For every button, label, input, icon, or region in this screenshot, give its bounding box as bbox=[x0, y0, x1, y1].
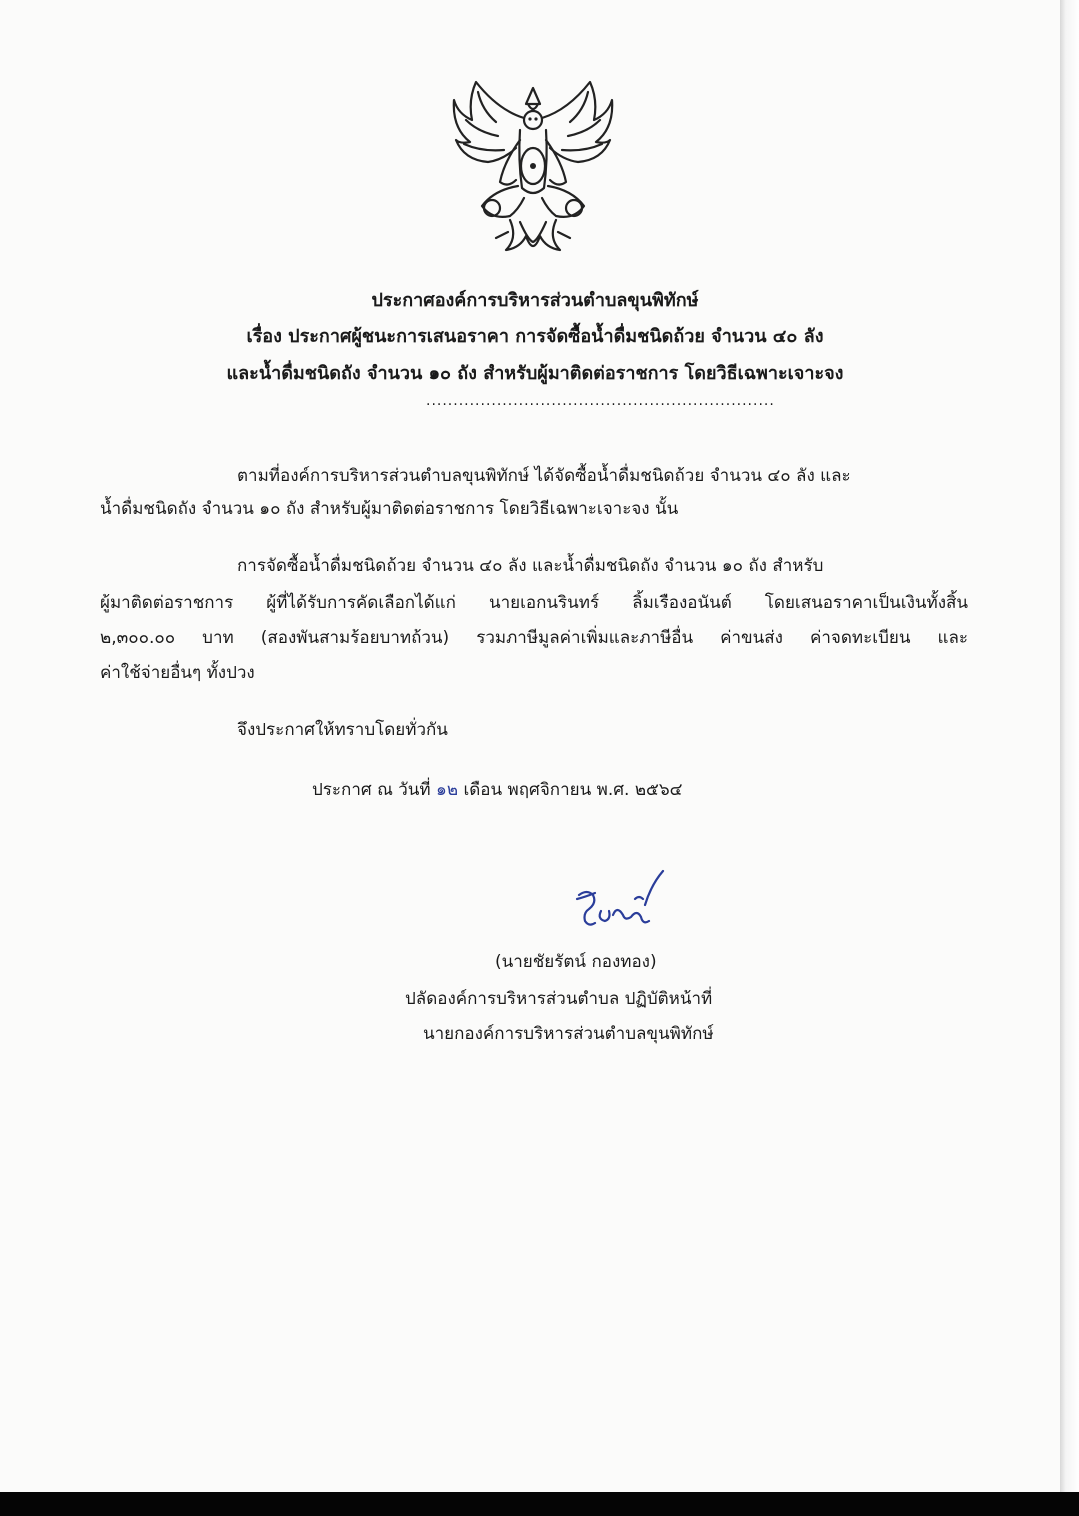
date-prefix: ประกาศ ณ วันที่ bbox=[312, 780, 437, 800]
paragraph-2-line-2: ผู้มาติดต่อราชการ ผู้ที่ได้รับการคัดเลือกได้แก่ นายเอกนรินทร์ ลิ้มเรืองอนันต์ โดยเสนอราคาเป็นเงินทั้งสิ้น bbox=[100, 593, 968, 613]
garuda-emblem-icon bbox=[448, 70, 618, 260]
date-suffix: เดือน พฤศจิกายน พ.ศ. ๒๕๖๔ bbox=[458, 780, 683, 800]
page-edge-shadow bbox=[1060, 0, 1079, 1492]
paragraph-2-line-4: ค่าใช้จ่ายอื่นๆ ทั้งปวง bbox=[100, 663, 255, 683]
paragraph-1-line-1: ตามที่องค์การบริหารส่วนตำบลขุนพิทักษ์ ได้จัดซื้อน้ำดื่มชนิดถ้วย จำนวน ๔๐ ลัง และ bbox=[237, 466, 851, 486]
paragraph-2-line-1: การจัดซื้อน้ำดื่มชนิดถ้วย จำนวน ๔๐ ลัง และน้ำดื่มชนิดถัง จำนวน ๑๐ ถัง สำหรับ bbox=[237, 556, 824, 576]
signatory-name: (นายชัยรัตน์ กองทอง) bbox=[495, 952, 657, 972]
subject-line-2: และน้ำดื่มชนิดถัง จำนวน ๑๐ ถัง สำหรับผู้มาติดต่อราชการ โดยวิธีเฉพาะเจาะจง bbox=[226, 363, 844, 384]
paragraph-2-line-3: ๒,๓๐๐.๐๐ บาท (สองพันสามร้อยบาทถ้วน) รวมภาษีมูลค่าเพิ่มและภาษีอื่น ค่าขนส่ง ค่าจดทะเบียน และ bbox=[100, 628, 968, 648]
paragraph-1-line-2: น้ำดื่มชนิดถัง จำนวน ๑๐ ถัง สำหรับผู้มาติดต่อราชการ โดยวิธีเฉพาะเจาะจง นั้น bbox=[100, 499, 679, 519]
handwritten-signature bbox=[565, 865, 675, 935]
closing-statement: จึงประกาศให้ทราบโดยทั่วกัน bbox=[237, 720, 448, 740]
signatory-position-1: ปลัดองค์การบริหารส่วนตำบล ปฏิบัติหน้าที่ bbox=[405, 989, 713, 1009]
title-separator: ................................................................ bbox=[426, 393, 775, 409]
signatory-position-2: นายกองค์การบริหารส่วนตำบลขุนพิทักษ์ bbox=[423, 1024, 714, 1044]
announcement-title: ประกาศองค์การบริหารส่วนตำบลขุนพิทักษ์ bbox=[371, 290, 699, 311]
subject-line-1: เรื่อง ประกาศผู้ชนะการเสนอราคา การจัดซื้อน้ำดื่มชนิดถ้วย จำนวน ๔๐ ลัง bbox=[246, 326, 824, 347]
announcement-date bbox=[312, 776, 683, 803]
date-day: ๑๒ bbox=[436, 780, 459, 800]
background-band bbox=[0, 1492, 1079, 1516]
